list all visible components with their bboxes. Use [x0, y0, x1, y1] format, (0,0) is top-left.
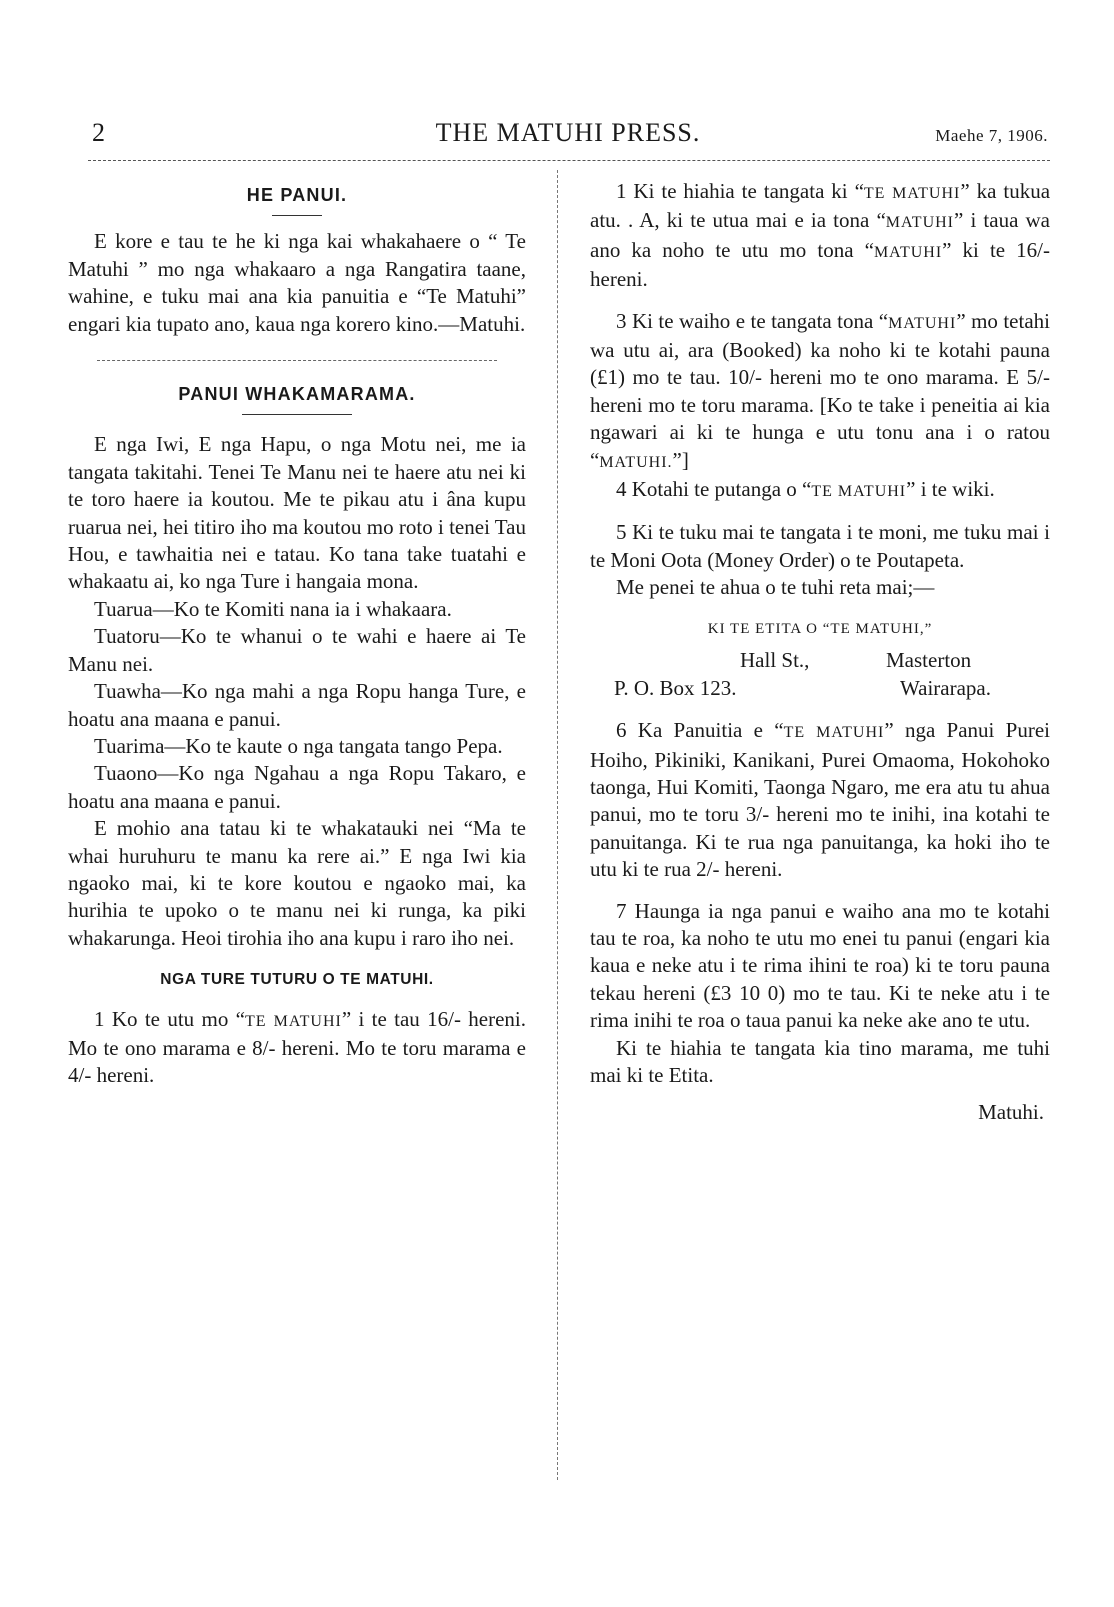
column-divider: [557, 170, 558, 1480]
address-title: KI TE ETITA O “TE MATUHI,”: [707, 620, 933, 637]
rule-5-continuation: Me penei te ahua o te tuhi reta mai;—: [616, 575, 935, 600]
signature: Matuhi.: [978, 1100, 1044, 1125]
closing-paragraph: Ki te hiahia te tangata kia tino marama, me tuhi mai ki te Etita.: [590, 1035, 1050, 1087]
heading-underline: [242, 414, 352, 415]
masthead: [88, 112, 1048, 156]
address-region: Wairarapa.: [900, 676, 991, 701]
body-paragraph: Tuarua—Ko te Komiti nana ia i whakaara.: [94, 596, 452, 621]
address-box: P. O. Box 123.: [614, 676, 737, 701]
body-paragraph: Tuarima—Ko te kaute o nga tangata tango Pepa.: [94, 733, 503, 758]
body-paragraph: Tuatoru—Ko te whanui o te wahi e haere ai Te Manu nei.: [68, 624, 526, 676]
heading-underline: [272, 215, 322, 216]
right-column: [590, 178, 1050, 1127]
address-street: Hall St.,: [740, 648, 810, 673]
body-paragraph: Tuawha—Ko nga mahi a nga Ropu hanga Ture, e hoatu ana maana e panui.: [68, 679, 526, 731]
panui-paragraph: E kore e tau te he ki nga kai whakahaere o “ Te Matuhi ” mo nga whakaaro a nga Rangatira taane, wahine, e tuku mai ana kia panuitia e “Te Matuhi” engari kia tupato ano, kaua nga korero kino.—Matuhi.: [68, 229, 526, 336]
rule-3-paragraph: 3 Ki te waiho e te tangata tona “MATUHI” mo tetahi wa utu ai, ara (Booked) ka noho ki te kotahi pauna (£1) mo te tau. 10/- hereni mo te ono marama. E 5/- hereni mo te toru marama. [Ko te take i peneitia ai kia ngawari ai ki te hunga e utu tonu ana i o ratou “MATUHI.”]: [590, 308, 1050, 472]
rule-7-paragraph: 7 Haunga ia nga panui e waiho ana mo te kotahi tau te roa, ka noho te utu mo enei tu panui (engari kia kaua e neke atu i te rima ihini te roa) ki te toru pauna tekau hereni (£3 10 0) mo te tau. Ki te neke atu i te rima inihi te roa o taua panui ka neke ake ano te utu.: [590, 898, 1050, 1033]
heading-panui-whakamarama: PANUI WHAKAMARAMA.: [178, 384, 416, 405]
section-separator: [97, 360, 497, 361]
address-town: Masterton: [886, 648, 972, 673]
header-rule: [88, 160, 1050, 161]
issue-date: Maehe 7, 1906.: [935, 126, 1048, 145]
rule-5-paragraph: 5 Ki te tuku mai te tangata i te moni, me tuku mai i te Moni Oota (Money Order) o te Poutapeta.: [590, 520, 1050, 572]
rule-paragraph: 1 Ki te hiahia te tangata ki “TE MATUHI” ka tukua atu. . A, ki te utua mai e ia tona “MATUHI” i taua wa ano ka noho te utu mo tona “MATUHI” ki te 16/- hereni.: [590, 179, 1051, 292]
rule-6-paragraph: 6 Ka Panuitia e “TE MATUHI” nga Panui Purei Hoiho, Pikiniki, Kanikani, Purei Omaoma, Hokohoko taonga, Hui Komiti, Taonga Ngaro, me era atu tu ahua panui, mo te toru 3/- hereni mo te inihi, ina kotahi te panuitanga. Ki te rua nga panuitanga, ka hoki iho te utu ki te rua 2/- hereni.: [590, 718, 1050, 882]
page-number: 2: [92, 118, 105, 147]
rule-4-paragraph: 4 Kotahi te putanga o “TE MATUHI” i te wiki.: [616, 477, 995, 502]
address-line-1: [590, 647, 1050, 675]
body-paragraph: E mohio ana tatau ki te whakatauki nei “Ma te whai huruhuru te manu ka rere ai.” E nga Iwi kia ngaoko mai, ki te kore koutou e ngaoko mai, ka hurihia te upoko o te manu nei ki runga, ka piki whakarunga. Heoi tirohia iho ana kupu i raro iho nei.: [68, 816, 526, 950]
rule-1-paragraph: 1 Ko te utu mo “TE MATUHI” i te tau 16/- hereni. Mo te ono marama e 8/- hereni. Mo te toru marama e 4/- hereni.: [68, 1006, 527, 1088]
newspaper-title: THE MATUHI PRESS.: [435, 118, 701, 147]
body-paragraph: E nga Iwi, E nga Hapu, o nga Motu nei, me ia tangata takitahi. Tenei Te Manu nei te haere atu nei ki te toro haere ia koutou. Me te pikau atu i âna kupu ruarua nei, hei titiro iho ma koutou mo roto i tenei Tau Hou, e tawhaitia nei e tatau. Ko tana take tuatahi e whakaatu ai, ko nga Ture i hangaia mona.: [68, 432, 526, 594]
heading-nga-ture: NGA TURE TUTURU O TE MATUHI.: [160, 971, 434, 989]
body-paragraph: Tuaono—Ko nga Ngahau a nga Ropu Takaro, e hoatu ana maana e panui.: [68, 761, 526, 813]
address-line-2: [590, 675, 1050, 703]
heading-he-panui: HE PANUI.: [246, 185, 348, 205]
left-column: [68, 178, 526, 1090]
